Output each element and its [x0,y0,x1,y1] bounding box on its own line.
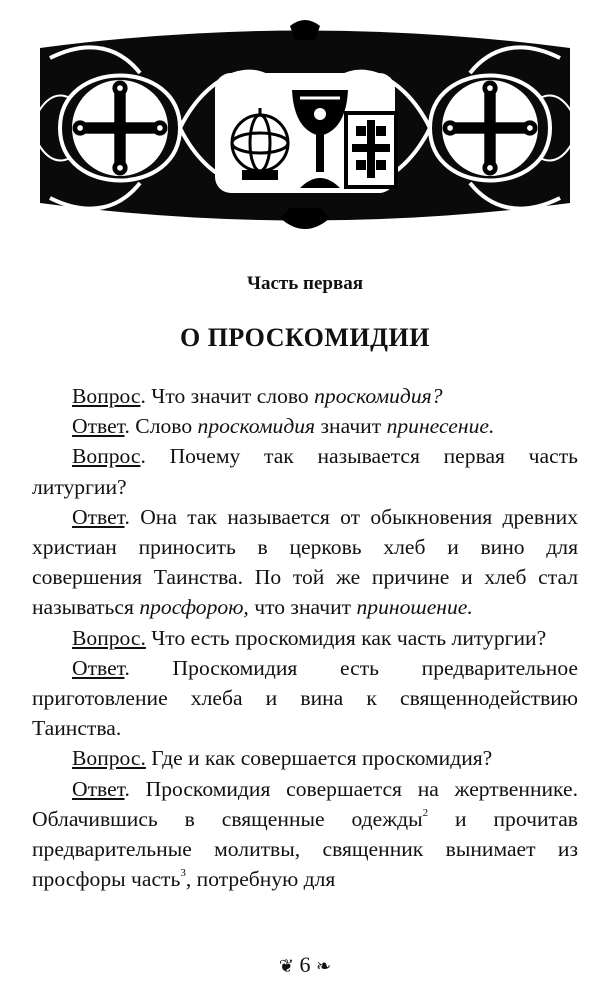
qa-label: Ответ [72,655,125,680]
qa-label: Ответ [72,776,125,801]
italic-term: приношение. [356,595,473,620]
paragraph-text: . Слово [124,414,198,439]
left-flourish-icon: ❦ [278,956,294,977]
paragraph-text: . Проскомидия совершается на жертвеннике. Облачившись в священные одежды [32,776,578,831]
qa-paragraph [32,653,578,744]
body-text [32,381,578,894]
paragraph-text: . Почему так называется первая часть литургии? [32,444,578,499]
footnote-ref: 3 [180,867,186,880]
qa-paragraph [32,743,578,773]
footnote-ref: 2 [422,806,429,819]
qa-label: Вопрос. [72,625,146,650]
qa-paragraph [32,441,578,501]
page-footer [0,952,610,978]
ornamental-headpiece-icon [30,18,580,233]
italic-term: принесение. [386,414,495,439]
paragraph-text: Где и как совершается проскомидия? [145,746,493,771]
paragraph-text: . Что значит слово [140,384,315,408]
qa-paragraph [32,623,578,653]
paragraph-text: значит [315,414,387,439]
qa-label: Ответ [72,504,125,529]
qa-paragraph [32,774,578,895]
paragraph-text: и прочитав предварительные молитвы, священник вынимает из просфоры часть [32,806,578,892]
part-subtitle: Часть первая [247,273,363,294]
right-flourish-icon: ❧ [316,956,332,977]
qa-label: Вопрос. [72,746,146,771]
paragraph-text: . Проскомидия есть предварительное приготовление хлеба и вина к священнодействию Таинства. [32,655,578,741]
page-number: 6 [299,952,311,977]
qa-paragraph [32,411,578,441]
qa-paragraph [32,502,578,623]
qa-label: Вопрос [72,444,141,469]
italic-term: просфорою, [139,595,249,620]
chapter-title: О ПРОСКОМИДИИ [179,323,431,352]
qa-label: Вопрос [72,384,141,408]
paragraph-text: . Она так называется от обыкновения древних христиан приносить в церковь хлеб и вино для совершения Таинства. По той же причине и хлеб стал называться [32,504,578,620]
paragraph-text: что значит [248,595,357,620]
italic-term: проскомидия [197,414,316,439]
italic-term: проскомидия? [314,384,443,408]
paragraph-text: , потребную для [185,867,336,892]
qa-label: Ответ [72,414,125,439]
paragraph-text: Что есть проскомидия как часть литургии? [145,625,547,650]
qa-paragraph [32,381,578,411]
